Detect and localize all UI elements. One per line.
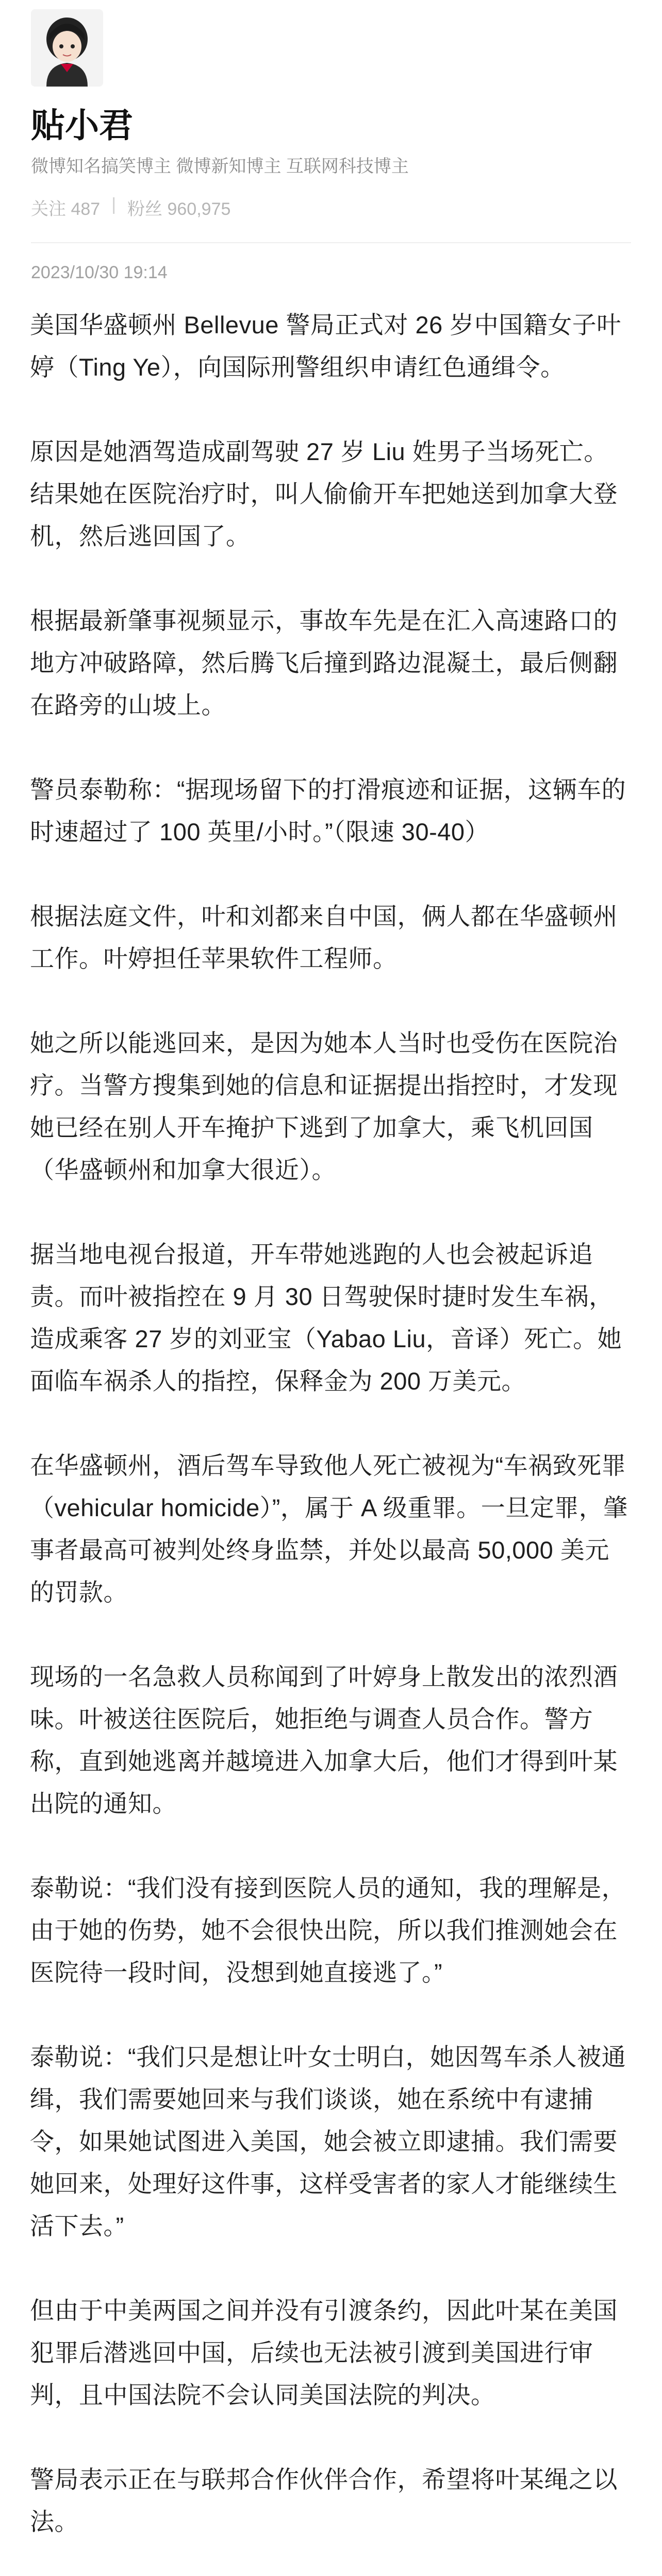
header-divider <box>31 242 631 243</box>
fans-stat[interactable] <box>127 195 230 220</box>
stats-divider: | <box>111 195 117 214</box>
user-tagline: 微博知名搞笑博主 微博新知博主 互联网科技博主 <box>31 157 409 176</box>
post-content <box>0 304 662 2543</box>
post-paragraph: 根据最新肇事视频显示，事故车先是在汇入高速路口的地方冲破路障，然后腾飞后撞到路边混凝土，最后侧翻在路旁的山坡上。 <box>30 607 618 719</box>
post-paragraph: 据当地电视台报道，开车带她逃跑的人也会被起诉追责。而叶被指控在 9 月 30 日驾驶保时捷时发生车祸，造成乘客 27 岁的刘亚宝（Yabao Liu，音译）死亡。她面临车祸杀人的指控，保释金为 200 万美元。 <box>30 1241 622 1395</box>
post-paragraph: 泰勒说：“我们只是想让叶女士明白，她因驾车杀人被通缉，我们需要她回来与我们谈谈，她在系统中有逮捕令，如果她试图进入美国，她会被立即逮捕。我们需要她回来，处理好这件事，这样受害者的家人才能继续生活下去。” <box>30 2043 626 2240</box>
avatar[interactable] <box>31 9 103 87</box>
follow-label: 关注 <box>31 199 66 219</box>
post-paragraph: 原因是她酒驾造成副驾驶 27 岁 Liu 姓男子当场死亡。结果她在医院治疗时，叫人偷偷开车把她送到加拿大登机，然后逃回国了。 <box>30 438 618 550</box>
post-paragraph: 但由于中美两国之间并没有引渡条约，因此叶某在美国犯罪后潜逃回中国，后续也无法被引渡到美国进行审判，且中国法院不会认同美国法院的判决。 <box>30 2297 618 2409</box>
post-paragraph: 警员泰勒称：“据现场留下的打滑痕迹和证据，这辆车的时速超过了 100 英里/小时。”（限速 30-40） <box>30 776 626 845</box>
post-timestamp: 2023/10/30 19:14 <box>31 263 168 282</box>
username[interactable]: 贴小君 <box>31 106 133 144</box>
post-paragraph: 在华盛顿州，酒后驾车导致他人死亡被视为“车祸致死罪（vehicular homicide）”，属于 A 级重罪。一旦定罪，肇事者最高可被判处终身监禁，并处以最高 50,000 美元的罚款。 <box>30 1452 628 1606</box>
follow-count: 487 <box>71 199 101 219</box>
post-paragraph: 警局表示正在与联邦合作伙伴合作，希望将叶某绳之以法。 <box>30 2466 618 2535</box>
post-paragraph: 她之所以能逃回来，是因为她本人当时也受伤在医院治疗。当警方搜集到她的信息和证据提出指控时，才发现她已经在别人开车掩护下逃到了加拿大，乘飞机回国（华盛顿州和加拿大很近）。 <box>30 1029 618 1183</box>
user-stats <box>31 195 230 220</box>
fans-count: 960,975 <box>167 199 231 219</box>
avatar-illustration <box>31 9 103 87</box>
post-header <box>0 0 662 289</box>
post-paragraph: 美国华盛顿州 Bellevue 警局正式对 26 岁中国籍女子叶婷（Ting Ye），向国际刑警组织申请红色通缉令。 <box>30 311 621 381</box>
post-paragraph: 根据法庭文件，叶和刘都来自中国，俩人都在华盛顿州工作。叶婷担任苹果软件工程师。 <box>30 903 618 972</box>
follow-stat[interactable] <box>31 195 100 220</box>
post-paragraph: 泰勒说：“我们没有接到医院人员的通知，我的理解是，由于她的伤势，她不会很快出院，所以我们推测她会在医院待一段时间，没想到她直接逃了。” <box>30 1874 626 1986</box>
fans-label: 粉丝 <box>127 199 163 219</box>
post-paragraph: 现场的一名急救人员称闻到了叶婷身上散发出的浓烈酒味。叶被送往医院后，她拒绝与调查人员合作。警方称，直到她逃离并越境进入加拿大后，他们才得到叶某出院的通知。 <box>30 1663 618 1817</box>
